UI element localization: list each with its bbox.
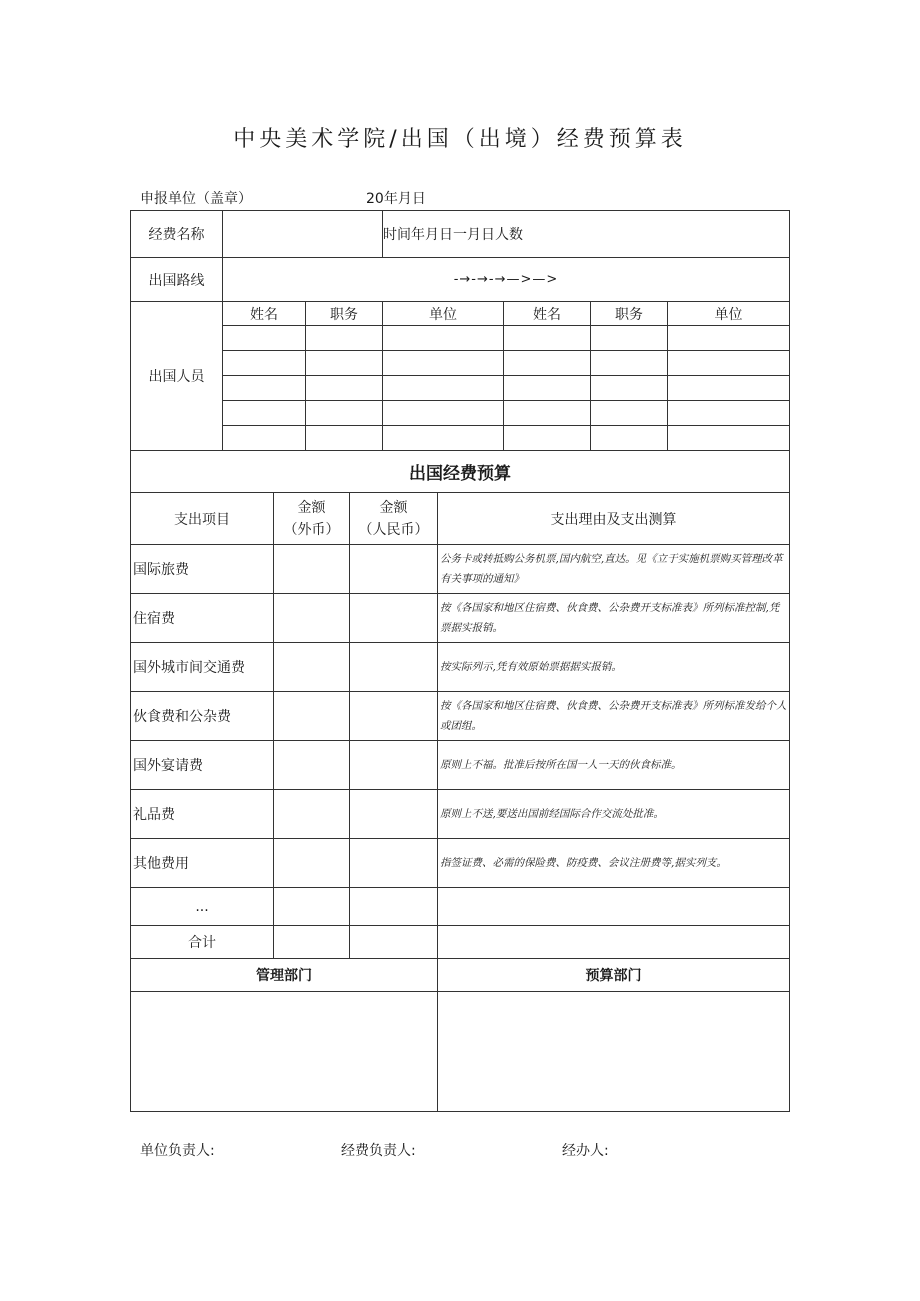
personnel-row [131,401,790,426]
personnel-row [131,326,790,351]
personnel-header-position: 职务 [306,302,383,326]
total-row [131,926,790,959]
col-foreign-line2: （外币） [283,521,340,538]
amount-rmb-cell[interactable] [350,741,438,790]
personnel-cell[interactable] [668,426,790,451]
col-rmb-header [350,493,438,545]
budget-row [131,643,790,692]
approval-header-row [131,959,790,992]
personnel-cell[interactable] [306,376,383,401]
personnel-cell[interactable] [223,401,306,426]
personnel-cell[interactable] [306,426,383,451]
route-label: 出国路线 [131,258,223,302]
amount-rmb-cell[interactable] [350,790,438,839]
personnel-cell[interactable] [668,326,790,351]
amount-foreign-cell[interactable] [274,594,350,643]
personnel-cell[interactable] [591,401,668,426]
personnel-label: 出国人员 [131,302,223,451]
personnel-cell[interactable] [306,401,383,426]
personnel-cell[interactable] [383,326,504,351]
budget-row [131,594,790,643]
approval-body-row [131,992,790,1112]
page-title: 中央美术学院/出国（出境）经费预算表 [233,127,687,152]
budget-item-label: 住宿费 [131,594,274,643]
personnel-header-name: 姓名 [504,302,591,326]
personnel-cell[interactable] [504,376,591,401]
fund-name-label: 经费名称 [131,211,223,258]
amount-foreign-cell[interactable] [274,888,350,926]
budget-reason: 按《各国家和地区住宿费、伙食费、公杂费开支标准表》所列标准控制,凭票据实报销。 [438,594,790,643]
total-rmb-cell[interactable] [350,926,438,959]
handler-signature: 经办人: [562,1143,609,1159]
budget-item-label: 国外城市间交通费 [131,643,274,692]
personnel-cell[interactable] [504,426,591,451]
personnel-header-unit: 单位 [383,302,504,326]
personnel-cell[interactable] [306,351,383,376]
personnel-header-position: 职务 [591,302,668,326]
budget-title-row [131,451,790,493]
budget-row [131,692,790,741]
personnel-cell[interactable] [306,326,383,351]
route-row [131,258,790,302]
budget-reason: 原则上不福。批准后按所在国一人一天的伙食标准。 [438,741,790,790]
amount-rmb-cell[interactable] [350,888,438,926]
fund-name-input[interactable] [223,211,383,258]
unit-head-signature: 单位负责人: [140,1143,215,1159]
amount-rmb-cell[interactable] [350,692,438,741]
col-item-header: 支出项目 [131,493,274,545]
amount-rmb-cell[interactable] [350,594,438,643]
budget-item-label: 国际旅费 [131,545,274,594]
ellipsis-label: ... [131,888,274,926]
budget-item-label: 其他费用 [131,839,274,888]
col-reason-header: 支出理由及支出测算 [438,493,790,545]
personnel-cell[interactable] [591,376,668,401]
personnel-cell[interactable] [223,351,306,376]
personnel-header-row [131,302,790,326]
amount-rmb-cell[interactable] [350,839,438,888]
reason-cell[interactable] [438,888,790,926]
personnel-cell[interactable] [591,326,668,351]
budget-reason: 按实际列示,凭有效原始票据据实报销。 [438,643,790,692]
budget-row [131,839,790,888]
budget-item-label: 礼品费 [131,790,274,839]
personnel-cell[interactable] [383,401,504,426]
fund-head-signature: 经费负责人: [341,1143,416,1159]
personnel-cell[interactable] [223,426,306,451]
amount-foreign-cell[interactable] [274,545,350,594]
personnel-cell[interactable] [591,426,668,451]
fund-name-row [131,211,790,258]
amount-foreign-cell[interactable] [274,692,350,741]
time-label: 时间年月日一月日人数 [383,227,523,243]
total-foreign-cell[interactable] [274,926,350,959]
ellipsis-row [131,888,790,926]
personnel-cell[interactable] [668,376,790,401]
amount-foreign-cell[interactable] [274,839,350,888]
personnel-cell[interactable] [383,351,504,376]
col-rmb-line1: 金额 [379,499,408,516]
personnel-header-unit: 单位 [668,302,790,326]
personnel-cell[interactable] [223,326,306,351]
approval-table [130,958,790,1112]
route-field[interactable] [223,258,790,302]
budget-row [131,741,790,790]
route-value: -→-→-→—>—> [453,272,559,287]
personnel-cell[interactable] [504,351,591,376]
budget-reason: 原则上不送,要送出国前经国际合作交流处批准。 [438,790,790,839]
management-dept-opinion[interactable] [131,992,438,1112]
budget-item-label: 国外宴请费 [131,741,274,790]
budget-header-row [131,493,790,545]
personnel-cell[interactable] [504,326,591,351]
budget-dept-header: 预算部门 [438,959,790,992]
col-rmb-line2: （人民币） [358,521,429,538]
date-label: 20年月日 [366,191,426,207]
budget-dept-opinion[interactable] [438,992,790,1112]
amount-foreign-cell[interactable] [274,741,350,790]
form-table [130,210,790,451]
personnel-row [131,376,790,401]
personnel-row [131,351,790,376]
total-label: 合计 [131,926,274,959]
personnel-row [131,426,790,451]
budget-row [131,545,790,594]
personnel-cell[interactable] [223,376,306,401]
col-foreign-line1: 金额 [297,499,326,516]
budget-reason: 指签证费、必需的保险费、防疫费、会议注册费等,据实列支。 [438,839,790,888]
amount-foreign-cell[interactable] [274,790,350,839]
amount-rmb-cell[interactable] [350,545,438,594]
budget-item-label: 伙食费和公杂费 [131,692,274,741]
personnel-header-name: 姓名 [223,302,306,326]
personnel-cell[interactable] [383,376,504,401]
personnel-cell[interactable] [504,401,591,426]
management-dept-header: 管理部门 [131,959,438,992]
budget-reason: 按《各国家和地区住宿费、伙食费、公杂费开支标准表》所列标准发给个人或团组。 [438,692,790,741]
personnel-cell[interactable] [668,351,790,376]
budget-row [131,790,790,839]
time-field[interactable] [383,211,790,258]
applicant-label: 申报单位（盖章） [140,191,252,207]
budget-reason: 公务卡或转抵购公务机票,国内航空,直达。见《立于实施机票购买管理改革有关事项的通知》 [438,545,790,594]
amount-foreign-cell[interactable] [274,643,350,692]
budget-table [130,450,790,959]
personnel-cell[interactable] [591,351,668,376]
personnel-cell[interactable] [383,426,504,451]
amount-rmb-cell[interactable] [350,643,438,692]
budget-section-title: 出国经费预算 [131,451,790,493]
col-foreign-header [274,493,350,545]
personnel-cell[interactable] [668,401,790,426]
total-reason-cell[interactable] [438,926,790,959]
